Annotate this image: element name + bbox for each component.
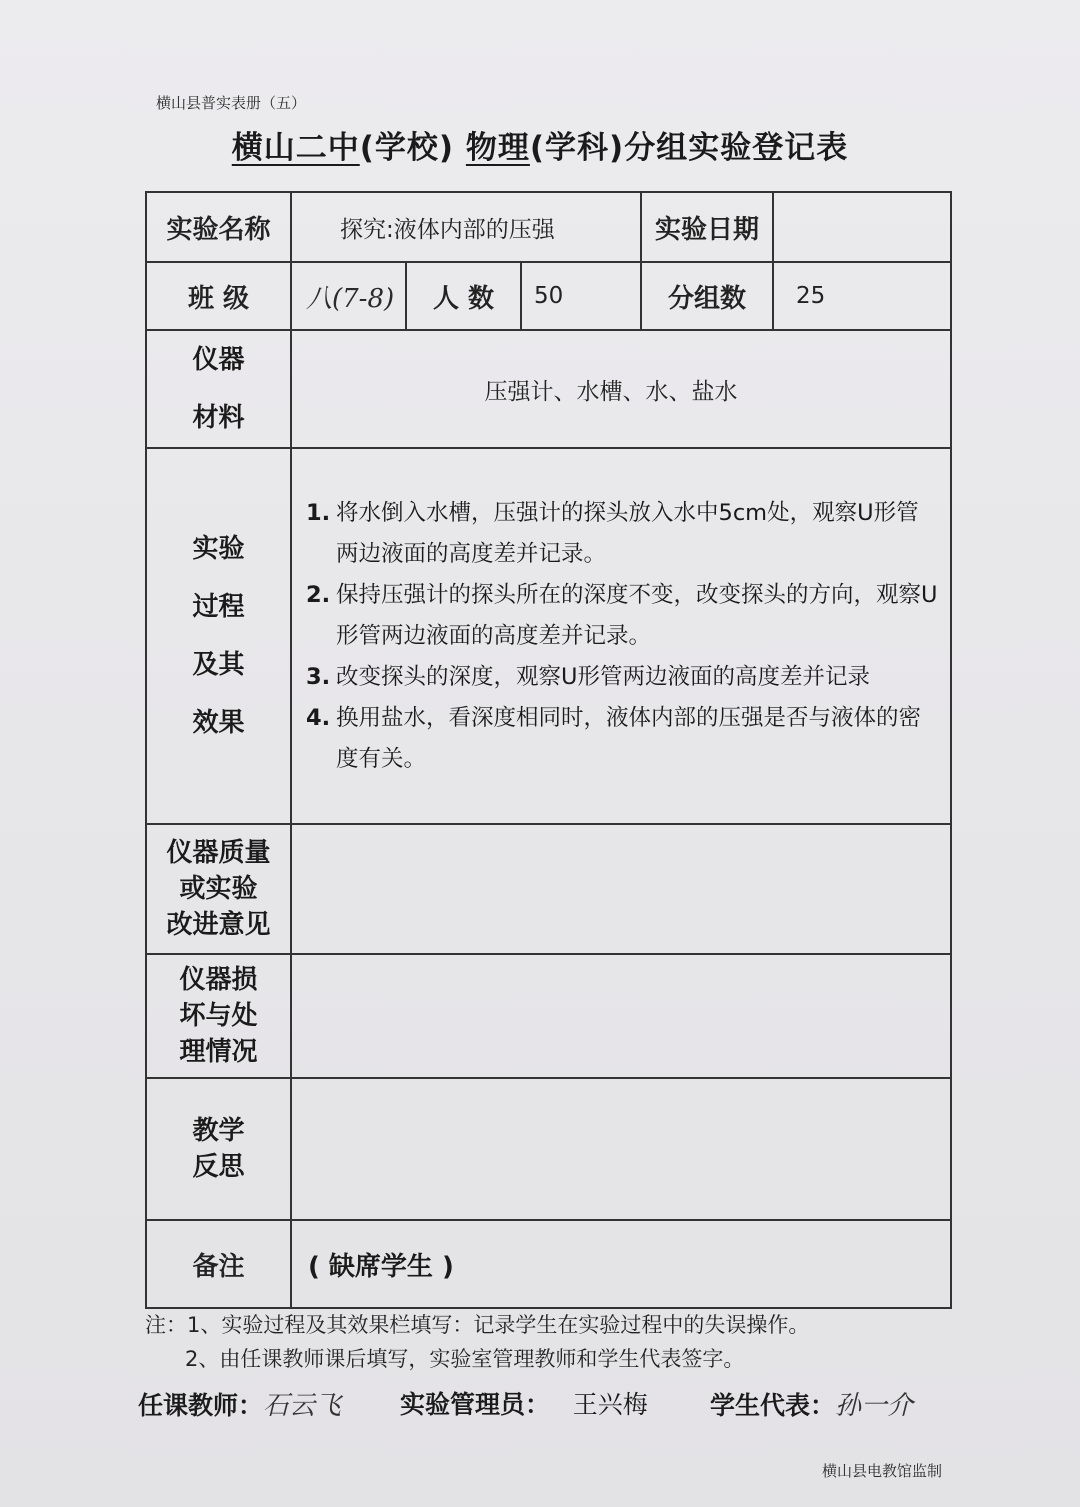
admin-label: 实验管理员： (400, 1390, 551, 1419)
remarks-value: ( 缺席学生 ) (291, 1220, 951, 1308)
process-label-line: 过程 (192, 592, 245, 622)
quality-label-line: 改进意见 (166, 910, 271, 940)
class-value: 八(7-8) (291, 262, 406, 330)
list-item (306, 657, 938, 698)
reflection-value (291, 1078, 951, 1220)
people-value: 50 (521, 262, 641, 330)
quality-label (146, 824, 291, 954)
list-item (306, 493, 938, 575)
quality-value (291, 824, 951, 954)
table-row (146, 1078, 951, 1220)
table-row (146, 448, 951, 824)
student-label: 学生代表： (710, 1391, 836, 1420)
damage-value (291, 954, 951, 1078)
form-title (0, 122, 1080, 167)
form-notes (145, 1308, 809, 1376)
table-row (146, 330, 951, 448)
table-row (146, 954, 951, 1078)
step-number: 3. (306, 663, 331, 690)
process-label-line: 效果 (192, 708, 245, 738)
process-steps-list (292, 493, 950, 780)
remarks-label: 备注 (146, 1220, 291, 1308)
experiment-register-table (145, 191, 952, 1309)
step-number: 1. (306, 499, 331, 526)
table-row (146, 824, 951, 954)
title-rest: (学科)分组实验登记表 (529, 130, 849, 166)
process-steps-cell (291, 448, 951, 824)
reflection-label (146, 1078, 291, 1220)
equipment-label (146, 330, 291, 448)
teacher-signature-handwritten: 石云飞 (263, 1391, 342, 1421)
note-line: 2、由任课教师课后填写，实验室管理教师和学生代表签字。 (185, 1347, 745, 1371)
step-text: 保持压强计的探头所在的深度不变，改变探头的方向，观察U形管两边液面的高度差并记录。 (336, 581, 938, 649)
damage-label-line: 理情况 (179, 1037, 258, 1067)
table-row (146, 262, 951, 330)
people-label: 人 数 (406, 262, 521, 330)
table-row (146, 1220, 951, 1308)
quality-label-line: 或实验 (179, 874, 258, 904)
note-line: 注：1、实验过程及其效果栏填写：记录学生在实验过程中的失误操作。 (145, 1313, 810, 1337)
class-label: 班 级 (146, 262, 291, 330)
list-item (306, 575, 938, 657)
damage-label (146, 954, 291, 1078)
damage-label-line: 仪器损 (179, 965, 258, 995)
step-text: 换用盐水，看深度相同时，液体内部的压强是否与液体的密度有关。 (336, 704, 922, 772)
reflection-label-line: 教学 (192, 1116, 245, 1146)
experiment-date-value (773, 192, 951, 262)
equipment-label-line: 材料 (192, 403, 245, 433)
list-item (306, 698, 938, 780)
experiment-name-value: 探究:液体内部的压强 (291, 192, 641, 262)
admin-name: 王兴梅 (572, 1390, 648, 1419)
experiment-date-label: 实验日期 (641, 192, 773, 262)
step-text: 改变探头的深度，观察U形管两边液面的高度差并记录 (336, 663, 870, 690)
table-row (146, 192, 951, 262)
teacher-signature (138, 1385, 341, 1422)
form-series-label: 横山县普实表册（五） (156, 94, 307, 112)
step-number: 4. (306, 704, 331, 731)
groups-label: 分组数 (641, 262, 773, 330)
groups-value: 25 (773, 262, 951, 330)
equipment-value: 压强计、水槽、水、盐水 (291, 330, 951, 448)
admin-signature (400, 1385, 648, 1421)
process-label-line: 及其 (192, 650, 245, 680)
reflection-label-line: 反思 (192, 1152, 245, 1182)
title-school-suffix: (学校) (359, 130, 455, 166)
title-school: 横山二中 (231, 130, 360, 166)
damage-label-line: 坏与处 (179, 1001, 258, 1031)
step-text: 将水倒入水槽，压强计的探头放入水中5cm处，观察U形管两边液面的高度差并记录。 (336, 499, 919, 567)
quality-label-line: 仪器质量 (166, 838, 271, 868)
student-signature-handwritten: 孙一介 (835, 1391, 914, 1421)
process-label (146, 448, 291, 824)
step-number: 2. (306, 581, 331, 608)
process-label-line: 实验 (192, 534, 245, 564)
equipment-label-line: 仪器 (192, 345, 245, 375)
student-signature (710, 1385, 913, 1422)
teacher-label: 任课教师： (138, 1391, 264, 1420)
title-subject: 物理 (465, 130, 530, 166)
footer-publisher: 横山县电教馆监制 (821, 1462, 942, 1480)
experiment-name-label: 实验名称 (146, 192, 291, 262)
